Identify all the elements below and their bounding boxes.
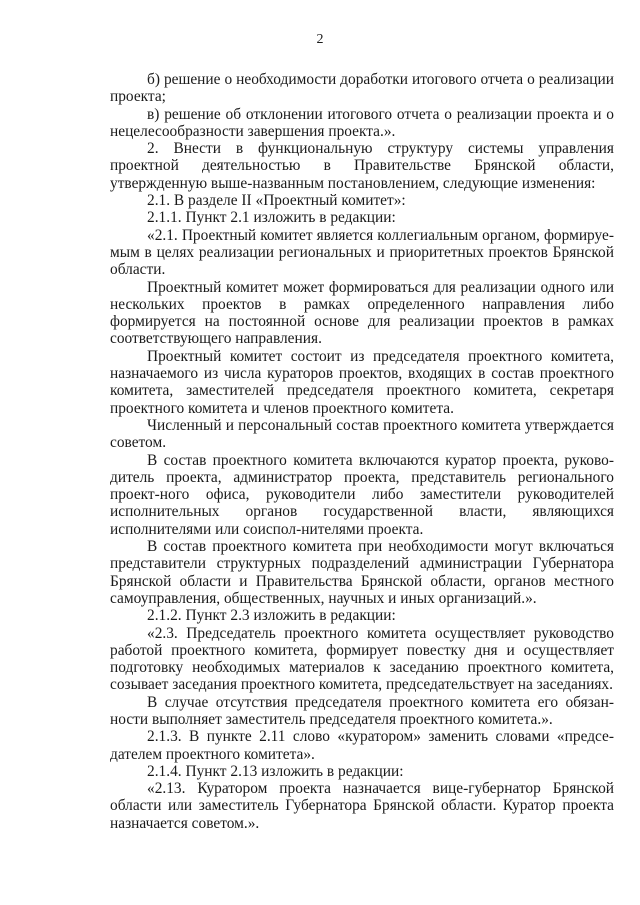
paragraph-quote-2-13: «2.13. Куратором проекта назначается вице-губернатор Брянской области или заместитель Губернатора Брянской области. Куратор проекта назначается советом.».	[110, 780, 614, 832]
paragraph-item-v: в) решение об отклонении итогового отчета о реализации проекта и о нецелесообразности завершения проекта.».	[110, 105, 614, 140]
paragraph-committee-optional-members: В состав проектного комитета при необходимости могут включаться представители структурных подразделений администрации Губернатора Брянской области и Правительства Брянской области, органов местного самоуправления, общественных, научных и иных организаций.».	[110, 538, 614, 607]
paragraph-item-b: б) решение о необходимости доработки итогового отчета о реализации проекта;	[110, 71, 614, 106]
document-body	[110, 71, 614, 832]
paragraph-committee-formation: Проектный комитет может формироваться для реализации одного или нескольких проектов в рамках определенного направления либо формируется на постоянной основе для реализации проектов в рамках соответствующего направления.	[110, 278, 614, 348]
paragraph-quote-2-1: «2.1. Проектный комитет является коллегиальным органом, формируе-мым в целях реализации региональных и приоритетных проектов Брянской области.	[110, 226, 614, 279]
paragraph-2-1-2: 2.1.2. Пункт 2.3 изложить в редакции:	[147, 607, 396, 625]
paragraph-2-1-3: 2.1.3. В пункте 2.11 слово «куратором» заменить словами «предсе-дателем проектного комитета».	[110, 728, 614, 763]
paragraph-committee-composition: Проектный комитет состоит из председателя проектного комитета, назначаемого из числа кураторов проектов, входящих в состав проектного комитета, заместителей председателя проектного комитета, секретаря проектного комитета и членов проектного комитета.	[110, 347, 614, 417]
paragraph-committee-approval: Численный и персональный состав проектного комитета утверждается советом.	[110, 416, 614, 452]
paragraph-committee-members: В состав проектного комитета включаются куратор проекта, руково-дитель проекта, администратор проекта, представитель регионального проект-ного офиса, руководители либо заместители руководителей исполнительных органов государственной власти, являющихся исполнителями или соиспол-нителями проекта.	[110, 451, 614, 538]
paragraph-2-1: 2.1. В разделе II «Проектный комитет»:	[147, 192, 406, 210]
paragraph-quote-2-3: «2.3. Председатель проектного комитета осуществляет руководство работой проектного комитета, формирует повестку дня и осуществляет подготовку необходимых материалов к заседанию проектного комитета, созывает заседания проектного комитета, председательствует на заседаниях.	[110, 624, 614, 694]
paragraph-2-1-4: 2.1.4. Пункт 2.13 изложить в редакции:	[147, 762, 404, 780]
paragraph-2-1-1: 2.1.1. Пункт 2.1 изложить в редакции:	[147, 209, 396, 227]
paragraph-chair-absence: В случае отсутствия председателя проектного комитета его обязан-ности выполняет заместитель председателя проектного комитета.».	[110, 693, 614, 728]
paragraph-section-2: 2. Внести в функциональную структуру системы управления проектной деятельностью в Правительстве Брянской области, утвержденную выше-названным постановлением, следующие изменения:	[110, 140, 614, 192]
page-number: 2	[316, 32, 324, 47]
